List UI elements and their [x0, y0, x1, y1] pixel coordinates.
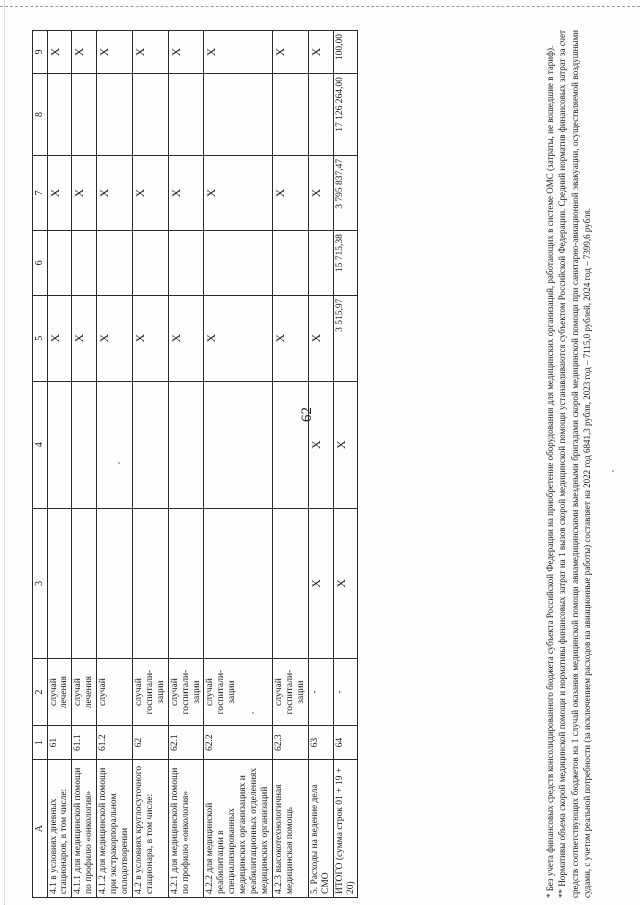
cell-c7: X	[47, 155, 72, 230]
cell-c6	[204, 231, 273, 296]
cell-c3	[273, 508, 309, 659]
cell-c7: X	[204, 155, 273, 230]
cell-c6	[47, 231, 72, 296]
cell-c3: X	[308, 508, 333, 659]
row-unit: случай	[97, 659, 133, 726]
table-row	[204, 31, 273, 898]
cell-c3	[47, 508, 72, 659]
row-label: 4.2 в условиях круглосуточного стационара, в том числе:	[132, 760, 168, 898]
cell-c7: X	[132, 155, 168, 230]
col-header: 3	[33, 508, 48, 659]
cell-c3	[97, 508, 133, 659]
row-unit: случай госпитали-зации	[273, 659, 309, 726]
cell-c8	[132, 74, 168, 156]
row-unit: -	[308, 659, 333, 726]
cell-c9: X	[132, 31, 168, 74]
cell-c7: X	[308, 155, 333, 230]
cell-c4	[132, 381, 168, 508]
cell-c8	[168, 74, 204, 156]
col-header: 7	[33, 155, 48, 230]
cell-c3	[168, 508, 204, 659]
cell-c6	[72, 231, 97, 296]
scan-edge-left	[4, 0, 5, 905]
cell-c6	[168, 231, 204, 296]
row-number: 62.3	[273, 725, 309, 759]
cell-c4	[168, 381, 204, 508]
cell-c7: 3 795 837,47	[333, 155, 358, 230]
row-number: 63	[308, 725, 333, 759]
row-number: 61.2	[97, 725, 133, 759]
table-row	[132, 31, 168, 898]
row-unit: случай лечения	[47, 659, 72, 726]
cell-c8: 17 126 264,00	[333, 74, 358, 156]
footnote-1: * Без учета финансовых средств консолидированного бюджета субъекта Российской Федерации на приобретение оборудования для медицинских организаций, работающих в системе ОМС (затраты, не вошедшие в тариф).	[545, 45, 555, 898]
cell-c5: X	[273, 295, 309, 381]
cell-c6	[273, 231, 309, 296]
row-number: 62	[132, 725, 168, 759]
table-row	[97, 31, 133, 898]
row-unit: случай лечения	[72, 659, 97, 726]
page-number: 62	[299, 407, 315, 422]
cell-c9: X	[308, 31, 333, 74]
table-row	[47, 31, 72, 898]
col-header: A	[33, 760, 48, 898]
financing-table	[32, 30, 358, 898]
cell-c8	[273, 74, 309, 156]
col-header: 5	[33, 295, 48, 381]
cell-c6	[97, 231, 133, 296]
cell-c5: 3 515,97	[333, 295, 358, 381]
col-header: 8	[33, 74, 48, 156]
row-label: 4.1.2 для медицинской помощи при экстракорпоральном оплодотворении	[97, 760, 133, 898]
cell-c5: X	[308, 295, 333, 381]
row-label: 4.2.3 высокотехнологичная медицинская помощь	[273, 760, 309, 898]
cell-c3: X	[333, 508, 358, 659]
cell-c5: X	[132, 295, 168, 381]
row-unit: случай госпитали-зации	[168, 659, 204, 726]
row-number: 62.2	[204, 725, 273, 759]
table-row	[168, 31, 204, 898]
col-header: 1	[33, 725, 48, 759]
col-header: 9	[33, 31, 48, 74]
cell-c7: X	[168, 155, 204, 230]
scan-speck	[252, 712, 254, 714]
cell-c4	[204, 381, 273, 508]
cell-c9: 100,00	[333, 31, 358, 74]
rotated-page-content	[32, 18, 627, 898]
cell-c4: X	[308, 381, 333, 508]
cell-c8	[72, 74, 97, 156]
cell-c9: X	[47, 31, 72, 74]
row-label: 5. Расходы на ведение дела СМО	[308, 760, 333, 898]
row-label: 4.1 в условиях дневных стационаров, в том числе:	[47, 760, 72, 898]
cell-c5: X	[47, 295, 72, 381]
cell-c5: X	[168, 295, 204, 381]
cell-c5: X	[97, 295, 133, 381]
cell-c5: X	[72, 295, 97, 381]
cell-c4: X	[333, 381, 358, 508]
row-number: 61	[47, 725, 72, 759]
cell-c6	[308, 231, 333, 296]
table-row	[308, 31, 333, 898]
cell-c9: X	[204, 31, 273, 74]
table-row-total	[333, 31, 358, 898]
cell-c3	[72, 508, 97, 659]
row-unit: случай госпитали-зации	[132, 659, 168, 726]
scan-edge-top	[0, 6, 640, 7]
table-row	[72, 31, 97, 898]
cell-c8	[47, 74, 72, 156]
cell-c9: X	[168, 31, 204, 74]
cell-c7: X	[273, 155, 309, 230]
cell-c3	[132, 508, 168, 659]
footnotes	[544, 30, 594, 898]
scan-speck	[612, 470, 614, 472]
cell-c9: X	[273, 31, 309, 74]
cell-c5: X	[204, 295, 273, 381]
row-number: 64	[333, 725, 358, 759]
cell-c9: X	[72, 31, 97, 74]
row-label: ИТОГО (сумма строк 01 + 19 + 20)	[333, 760, 358, 898]
row-unit: случай госпитали-зации	[204, 659, 273, 726]
table-row	[273, 31, 309, 898]
col-header: 6	[33, 231, 48, 296]
row-label: 4.2.2 для медицинской реабилитации в специализированных медицинских организациях и реабилитационных отделениях медицинских организаций	[204, 760, 273, 898]
cell-c3	[204, 508, 273, 659]
col-header: 2	[33, 659, 48, 726]
cell-c9: X	[97, 31, 133, 74]
cell-c4	[97, 381, 133, 508]
cell-c4	[72, 381, 97, 508]
cell-c8	[204, 74, 273, 156]
table-header-row	[33, 31, 48, 898]
row-number: 61.1	[72, 725, 97, 759]
col-header: 4	[33, 381, 48, 508]
cell-c8	[97, 74, 133, 156]
cell-c6: 15 715,38	[333, 231, 358, 296]
cell-c8	[308, 74, 333, 156]
cell-c4	[47, 381, 72, 508]
cell-c7: X	[72, 155, 97, 230]
cell-c4	[273, 381, 309, 508]
row-number: 62.1	[168, 725, 204, 759]
cell-c6	[132, 231, 168, 296]
footnote-2: ** Нормативы объема скорой медицинской помощи и нормативы финансовых затрат на 1 вызов скорой медицинской помощи устанавливаются субъектом Российской Федерации. Средний норматив финансовых затрат за счет средств соответствующих бюджетов на 1 случай оказания медицинской помощи авиамедицинскими выездными бригадами скорой медицинской помощи при санитарно-авиационной эвакуации, осуществляемой воздушными судами, с учетом реальной потребности (за исключением расходов на авиационные работы) составляет на 2022 год 6841,3 рубля, 2023 год – 7115,0 рублей, 2024 год – 7399,6 рубля.	[557, 30, 593, 898]
scan-speck	[118, 462, 120, 464]
row-unit: -	[333, 659, 358, 726]
cell-c7: X	[97, 155, 133, 230]
row-label: 4.2.1 для медицинской помощи по профилю «онкология»	[168, 760, 204, 898]
row-label: 4.1.1 для медицинской помощи по профилю «онкология»	[72, 760, 97, 898]
